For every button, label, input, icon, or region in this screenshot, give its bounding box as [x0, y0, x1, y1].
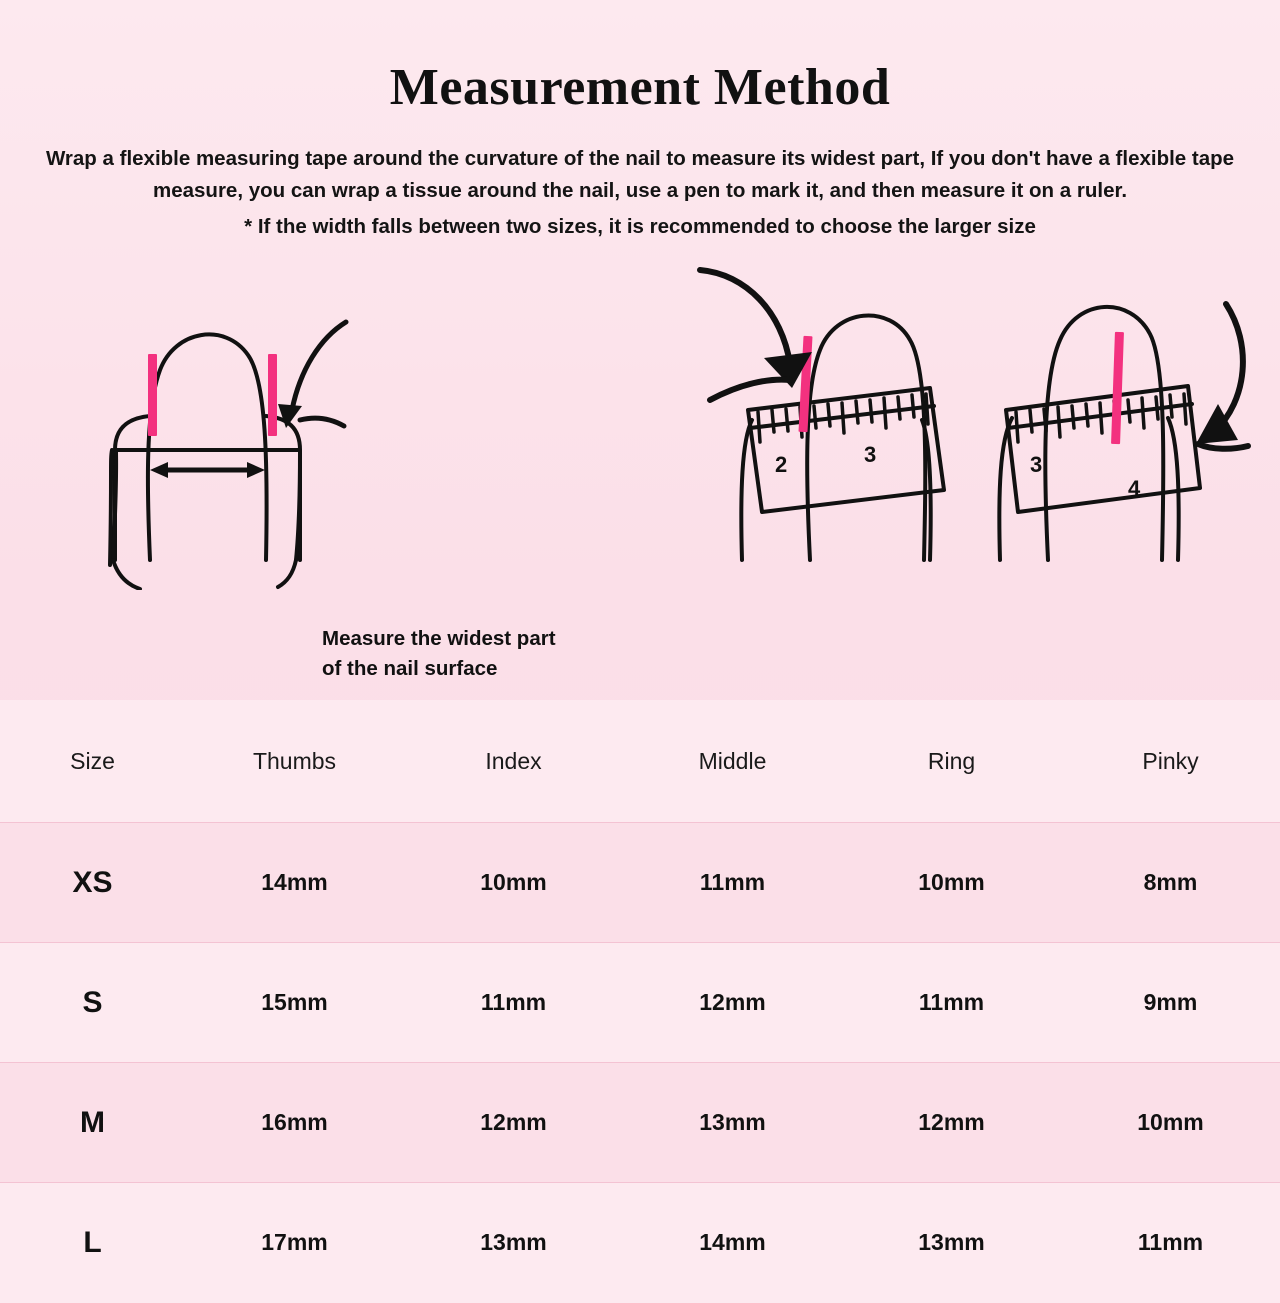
page-title: Measurement Method — [389, 59, 891, 116]
size-table-wrapper — [0, 700, 1280, 1303]
nail-width-marker-left — [148, 354, 157, 436]
column-header-index: Index — [404, 700, 623, 823]
cell-pinky: 8mm — [1143, 869, 1198, 895]
cell-size: S — [82, 985, 103, 1019]
column-header-middle: Middle — [623, 700, 842, 823]
size-table — [0, 700, 1280, 1303]
width-arrow — [150, 462, 265, 478]
ruler-mark-middle-2: 2 — [775, 452, 788, 478]
table-head — [0, 700, 1280, 823]
size-note: * If the width falls between two sizes, it is recommended to choose the larger size — [244, 214, 1036, 238]
column-header-ring: Ring — [842, 700, 1061, 823]
pointer-arrow-right — [1196, 304, 1248, 449]
table-row — [0, 823, 1280, 943]
table-row — [0, 1063, 1280, 1183]
cell-ring: 10mm — [918, 869, 985, 895]
cell-pinky: 10mm — [1137, 1109, 1204, 1135]
ruler-mark-right-4: 4 — [1128, 476, 1141, 502]
instructions-text: Wrap a flexible measuring tape around the curvature of the nail to measure its widest part, If you don't have a flexible tape measure, you can wrap a tissue around the nail, use a pen to mark it, and then measure it on a ruler. — [45, 147, 1235, 202]
cell-pinky: 9mm — [1143, 989, 1198, 1015]
pointer-arrow-middle — [700, 270, 812, 400]
cell-index: 12mm — [480, 1109, 547, 1135]
column-header-size: Size — [0, 700, 185, 823]
cell-middle: 13mm — [699, 1109, 766, 1135]
callout-line-1: Measure the widest part — [322, 627, 556, 651]
cell-size: M — [80, 1105, 105, 1139]
table-header-row — [0, 700, 1280, 823]
table-row — [0, 1183, 1280, 1303]
nail-width-marker-right — [268, 354, 277, 436]
cell-ring: 13mm — [918, 1229, 985, 1256]
cell-pinky: 11mm — [1137, 1229, 1204, 1256]
cell-index: 10mm — [480, 869, 547, 895]
column-header-pinky: Pinky — [1061, 700, 1280, 823]
finger-diagram-middle — [735, 316, 944, 560]
nail-marker-right — [1111, 332, 1124, 444]
ruler-ticks-middle — [758, 394, 928, 442]
cell-middle: 11mm — [699, 869, 766, 895]
cell-ring: 12mm — [918, 1109, 985, 1135]
callout-arrow — [278, 322, 346, 428]
cell-size: XS — [72, 865, 113, 899]
table-row — [0, 943, 1280, 1063]
cell-thumbs: 15mm — [261, 989, 328, 1015]
table-body — [0, 823, 1280, 1303]
cell-ring: 11mm — [918, 989, 985, 1015]
column-header-thumbs: Thumbs — [185, 700, 404, 823]
cell-thumbs: 17mm — [261, 1229, 328, 1256]
instructions-block — [40, 143, 1240, 242]
illustration-area — [0, 260, 1280, 681]
cell-thumbs: 14mm — [261, 869, 328, 895]
ruler-mark-right-3: 3 — [1030, 452, 1043, 478]
cell-middle: 12mm — [699, 989, 766, 1015]
cell-thumbs: 16mm — [261, 1109, 328, 1135]
cell-index: 11mm — [480, 989, 547, 1015]
ruler-mark-middle-3: 3 — [864, 442, 877, 468]
callout-label — [322, 624, 642, 683]
cell-middle: 14mm — [699, 1229, 766, 1256]
finger-diagram-right — [999, 307, 1200, 560]
measurement-diagrams — [0, 260, 1280, 590]
callout-line-2: of the nail surface — [322, 657, 498, 681]
cell-size: L — [83, 1225, 102, 1259]
cell-index: 13mm — [480, 1229, 547, 1256]
